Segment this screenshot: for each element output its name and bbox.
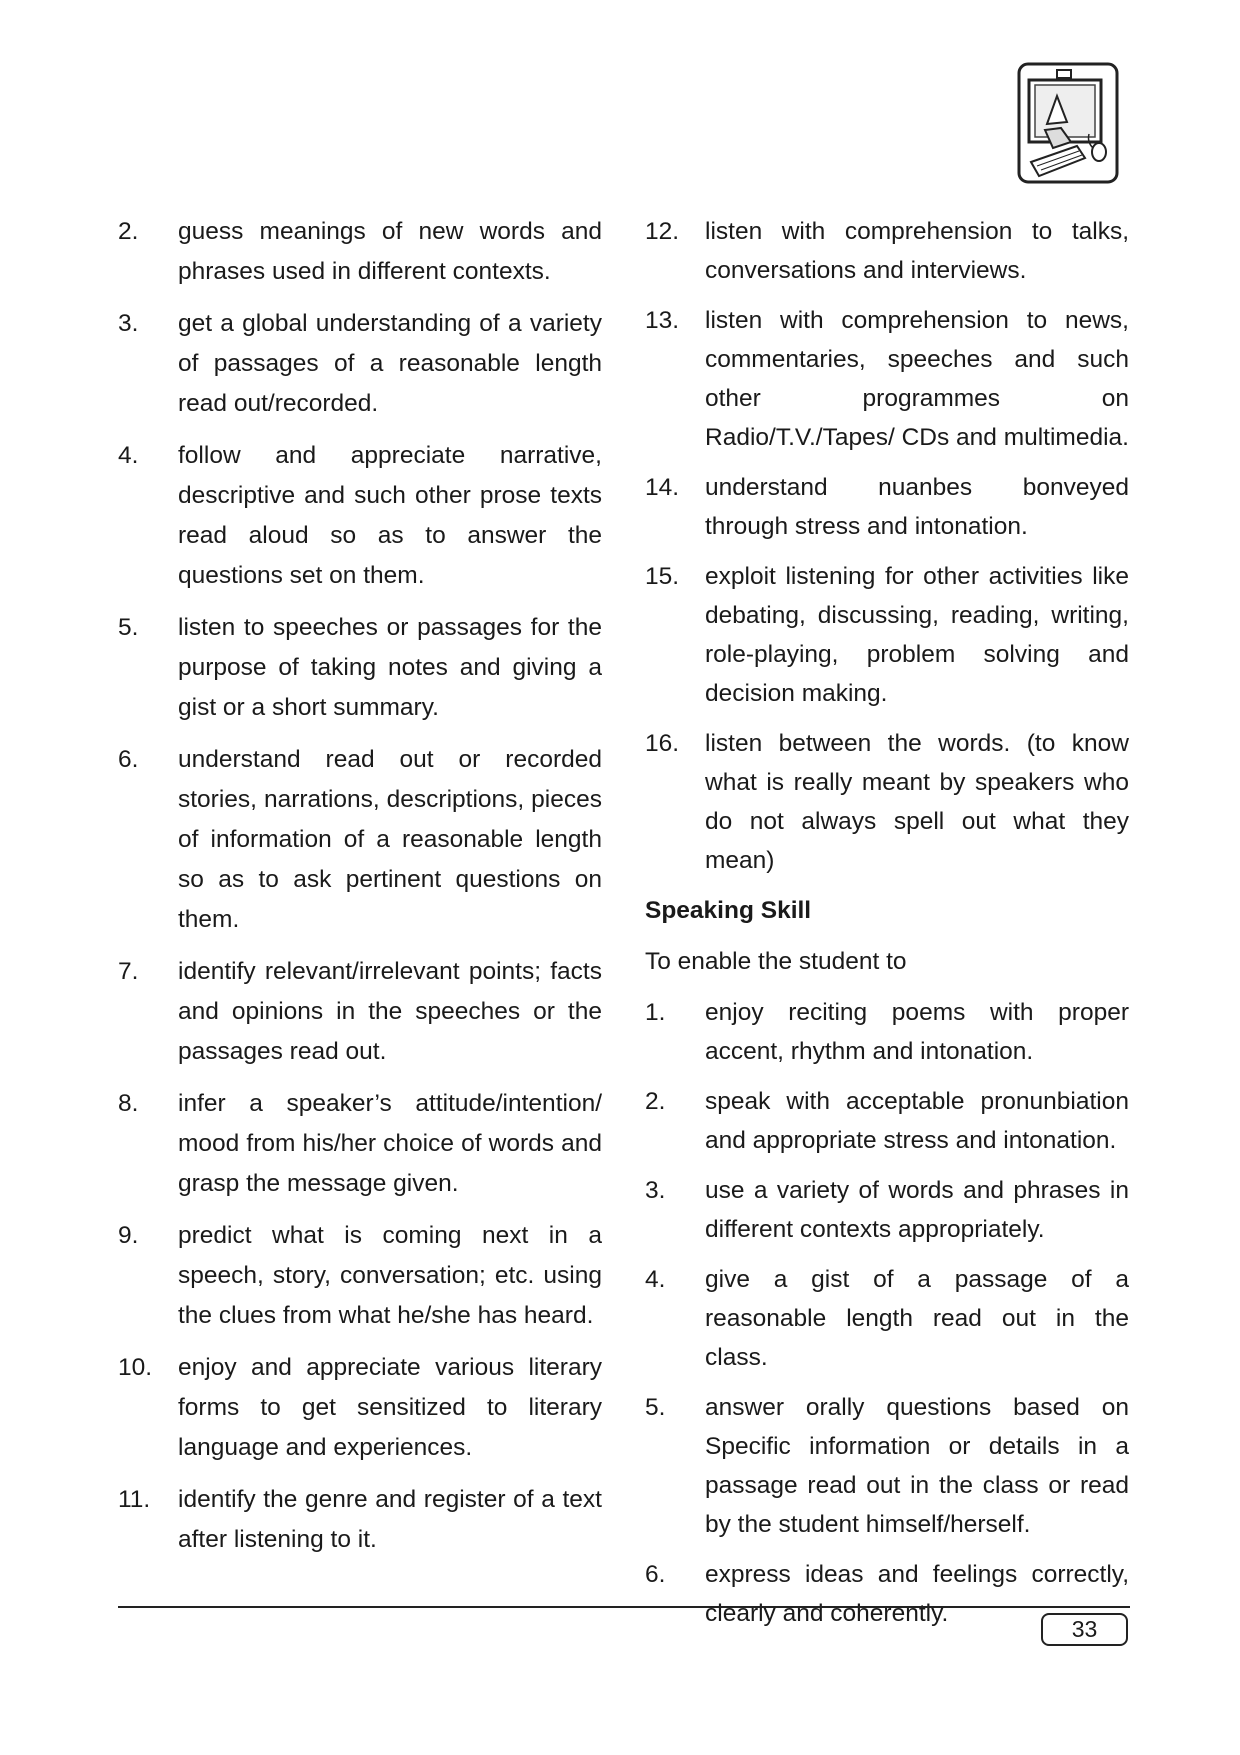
list-item-number: 10. [118, 1354, 153, 1381]
list-item [645, 993, 1129, 1071]
list-item-number: 7. [118, 958, 139, 985]
list-item-number: 16. [645, 730, 680, 757]
right-column [645, 212, 1129, 1644]
list-item-text: speak with acceptable pronunbiation and appropriate stress and intonation. [705, 1088, 1129, 1154]
list-item-text: infer a speaker’s attitude/intention/ mood from his/her choice of words and grasp the message given. [178, 1090, 602, 1197]
list-item-text: give a gist of a passage of a reasonable length read out in the class. [705, 1266, 1129, 1371]
list-item-number: 8. [118, 1090, 139, 1117]
list-item-number: 1. [645, 999, 666, 1026]
list-item [118, 1084, 602, 1204]
list-item [645, 468, 1129, 546]
list-item [645, 724, 1129, 880]
list-item-number: 4. [118, 442, 139, 469]
list-item-text: listen to speeches or passages for the purpose of taking notes and giving a gist or a short summary. [178, 614, 602, 721]
list-item-text: guess meanings of new words and phrases used in different contexts. [178, 218, 602, 285]
list-item [645, 301, 1129, 457]
list-item [118, 304, 602, 424]
footer-divider [118, 1606, 1130, 1608]
list-item-number: 9. [118, 1222, 139, 1249]
list-item-number: 3. [118, 310, 139, 337]
list-item-number: 14. [645, 474, 680, 501]
list-item [118, 952, 602, 1072]
list-item [118, 436, 602, 596]
list-item-text: follow and appreciate narrative, descriptive and such other prose texts read aloud so as to answer the questions set on them. [178, 442, 602, 589]
list-item [118, 608, 602, 728]
list-item-number: 6. [645, 1561, 666, 1588]
list-item-text: use a variety of words and phrases in different contexts appropriately. [705, 1177, 1129, 1243]
list-item [645, 1082, 1129, 1160]
list-item-text: enjoy and appreciate various literary forms to get sensitized to literary language and experiences. [178, 1354, 602, 1461]
computer-monitor-keyboard-icon [1017, 62, 1119, 184]
list-item-number: 5. [645, 1394, 666, 1421]
list-item [118, 740, 602, 940]
list-item-text: predict what is coming next in a speech, story, conversation; etc. using the clues from what he/she has heard. [178, 1222, 602, 1329]
list-item-text: listen between the words. (to know what is really meant by speakers who do not always spell out what they mean) [705, 730, 1129, 874]
list-item-text: get a global understanding of a variety of passages of a reasonable length read out/recorded. [178, 310, 602, 417]
page-number: 33 [1041, 1613, 1128, 1646]
list-item-number: 2. [645, 1088, 666, 1115]
left-column [118, 212, 602, 1572]
list-item [645, 1388, 1129, 1544]
list-item [645, 212, 1129, 290]
section-heading: Speaking Skill [645, 897, 812, 924]
list-item [118, 212, 602, 292]
list-item-number: 11. [118, 1486, 151, 1513]
list-item-number: 5. [118, 614, 139, 641]
list-item [645, 557, 1129, 713]
list-item-text: identify the genre and register of a text after listening to it. [178, 1486, 602, 1553]
list-item-number: 13. [645, 307, 680, 334]
section-intro: To enable the student to [645, 948, 907, 975]
list-item-number: 2. [118, 218, 139, 245]
list-item-text: understand nuanbes bonveyed through stress and intonation. [705, 474, 1129, 540]
list-item [118, 1480, 602, 1560]
list-item-text: identify relevant/irrelevant points; facts and opinions in the speeches or the passages read out. [178, 958, 602, 1065]
list-item-number: 15. [645, 563, 680, 590]
list-item-text: answer orally questions based on Specific information or details in a passage read out in the class or read by the student himself/herself. [705, 1394, 1129, 1538]
list-item-text: express ideas and feelings correctly, clearly and coherently. [705, 1561, 1129, 1627]
list-item-text: understand read out or recorded stories, narrations, descriptions, pieces of information of a reasonable length so as to ask pertinent questions on them. [178, 746, 602, 933]
list-item-text: listen with comprehension to news, commentaries, speeches and such other programmes on Radio/T.V./Tapes/ CDs and multimedia. [705, 307, 1129, 451]
list-item-text: exploit listening for other activities like debating, discussing, reading, writing, role-playing, problem solving and decision making. [705, 563, 1129, 707]
list-item [645, 1171, 1129, 1249]
list-item-number: 3. [645, 1177, 666, 1204]
list-item [645, 1260, 1129, 1377]
list-item-number: 4. [645, 1266, 666, 1293]
list-item [118, 1348, 602, 1468]
list-item-number: 6. [118, 746, 139, 773]
list-item-text: listen with comprehension to talks, conversations and interviews. [705, 218, 1129, 284]
list-item-number: 12. [645, 218, 680, 245]
list-item-text: enjoy reciting poems with proper accent, rhythm and intonation. [705, 999, 1129, 1065]
list-item [118, 1216, 602, 1336]
